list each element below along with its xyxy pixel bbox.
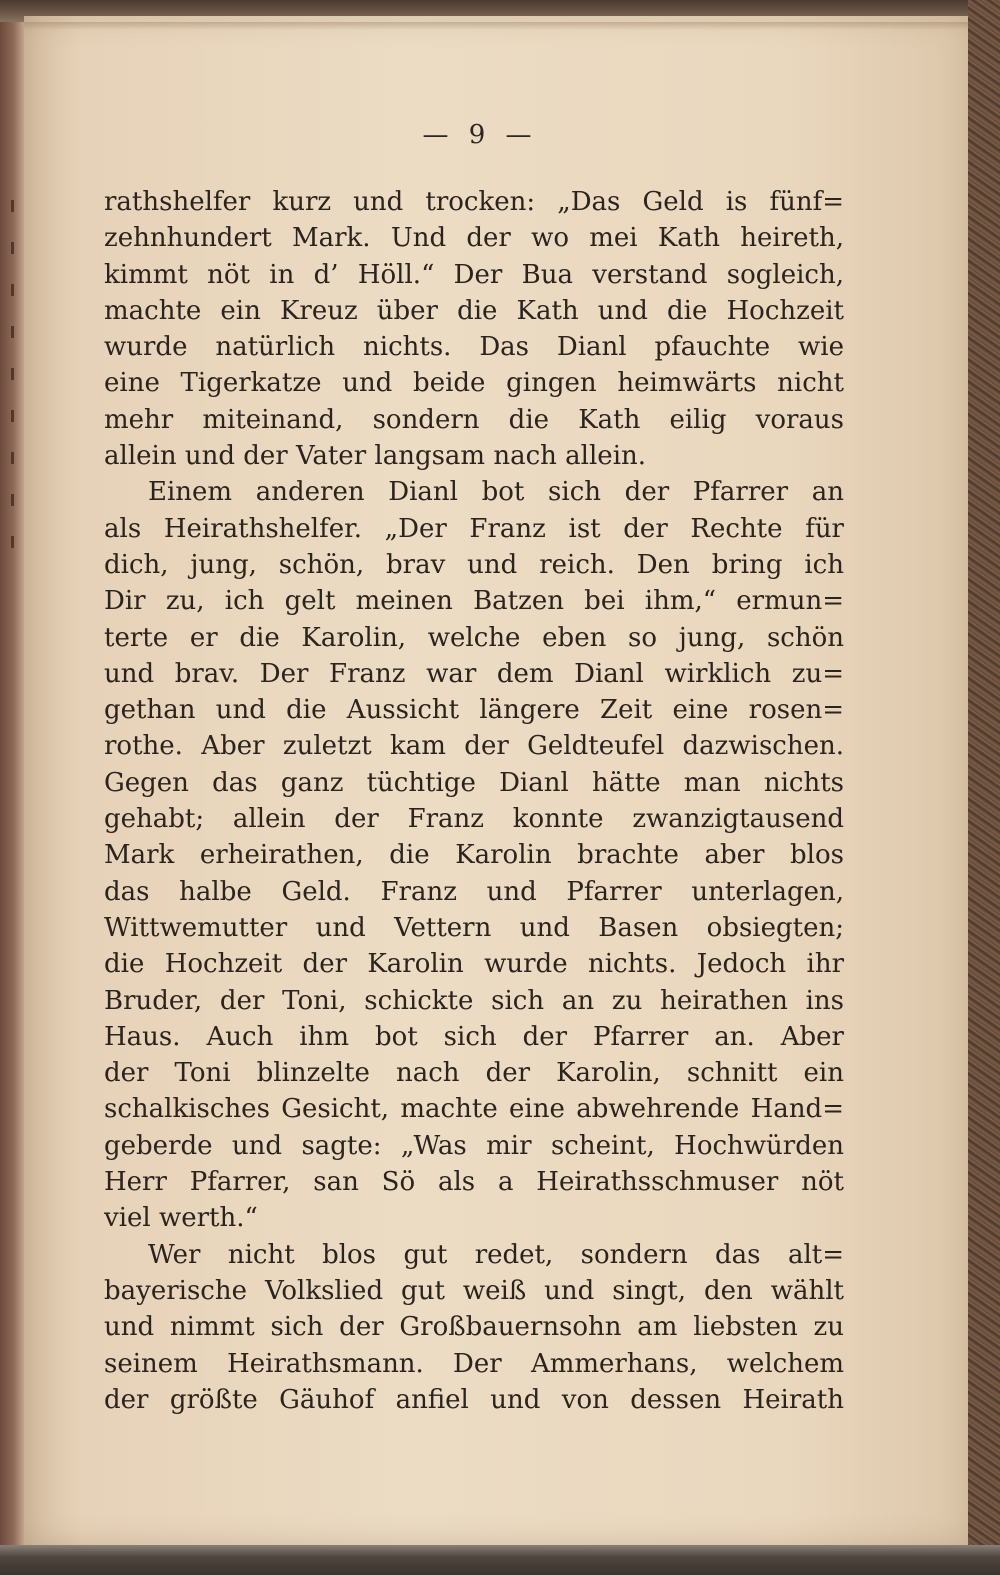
text-line: gehabt; allein der Franz konnte zwanzigtausend — [104, 804, 844, 835]
text-line: Haus. Auch ihm bot sich der Pfarrer an. Aber — [104, 1021, 844, 1052]
body-text — [104, 184, 844, 1418]
text-line: und brav. Der Franz war dem Dianl wirklich zu= — [104, 658, 844, 689]
text-line: kimmt nöt in d’ Höll.“ Der Bua verstand sogleich, — [104, 259, 844, 290]
text-line: gethan und die Aussicht längere Zeit eine rosen= — [104, 695, 844, 726]
text-line: Bruder, der Toni, schickte sich an zu heirathen ins — [104, 985, 844, 1016]
text-line: zehnhundert Mark. Und der wo mei Kath heireth, — [104, 223, 844, 254]
text-line: der Toni blinzelte nach der Karolin, schnitt ein — [104, 1058, 844, 1089]
page-number: — 9 — — [422, 120, 538, 150]
text-line: Gegen das ganz tüchtige Dianl hätte man nichts — [104, 767, 844, 798]
text-line: seinem Heirathsmann. Der Ammerhans, welchem — [104, 1348, 844, 1379]
text-line: eine Tigerkatze und beide gingen heimwärts nicht — [104, 368, 844, 399]
text-line: geberde und sagte: „Was mir scheint, Hochwürden — [104, 1130, 844, 1161]
text-line: Einem anderen Dianl bot sich der Pfarrer an — [148, 477, 844, 508]
text-line: die Hochzeit der Karolin wurde nichts. Jedoch ihr — [104, 949, 844, 980]
text-line: Herr Pfarrer, san Sö als a Heirathsschmuser nöt — [104, 1167, 844, 1198]
book-page — [24, 16, 972, 1545]
text-line: Dir zu, ich gelt meinen Batzen bei ihm,“ ermun= — [104, 586, 844, 617]
text-line: mehr miteinand, sondern die Kath eilig voraus — [104, 404, 844, 435]
book-cover-right-edge — [968, 0, 1000, 1575]
text-line: und nimmt sich der Großbauernsohn am liebsten zu — [104, 1312, 844, 1343]
text-line: Wer nicht blos gut redet, sondern das alt= — [148, 1239, 844, 1270]
text-line: bayerische Volkslied gut weiß und singt, den wählt — [104, 1275, 844, 1306]
text-line: der größte Gäuhof anfiel und von dessen Heirath — [104, 1384, 844, 1415]
text-line: dich, jung, schön, brav und reich. Den bring ich — [104, 549, 844, 580]
text-line: rothe. Aber zuletzt kam der Geldteufel dazwischen. — [104, 731, 844, 762]
text-line: schalkisches Gesicht, machte eine abwehrende Hand= — [104, 1094, 844, 1125]
text-line: viel werth.“ — [104, 1203, 258, 1234]
text-line: als Heirathshelfer. „Der Franz ist der Rechte für — [104, 513, 844, 544]
page-top-shadow — [24, 22, 972, 30]
text-line: machte ein Kreuz über die Kath und die Hochzeit — [104, 295, 844, 326]
text-line: Wittwemutter und Vettern und Basen obsiegten; — [104, 912, 844, 943]
text-line: allein und der Vater langsam nach allein. — [104, 441, 647, 472]
book-cover-bottom-edge — [0, 1545, 1000, 1575]
gutter-binding-marks — [8, 200, 18, 580]
text-line: terte er die Karolin, welche eben so jung, schön — [104, 622, 844, 653]
text-line: rathshelfer kurz und trocken: „Das Geld is fünf= — [104, 187, 844, 217]
text-line: wurde natürlich nichts. Das Dianl pfauchte wie — [104, 332, 844, 363]
text-line: das halbe Geld. Franz und Pfarrer unterlagen, — [104, 876, 844, 907]
text-line: Mark erheirathen, die Karolin brachte aber blos — [104, 840, 844, 871]
